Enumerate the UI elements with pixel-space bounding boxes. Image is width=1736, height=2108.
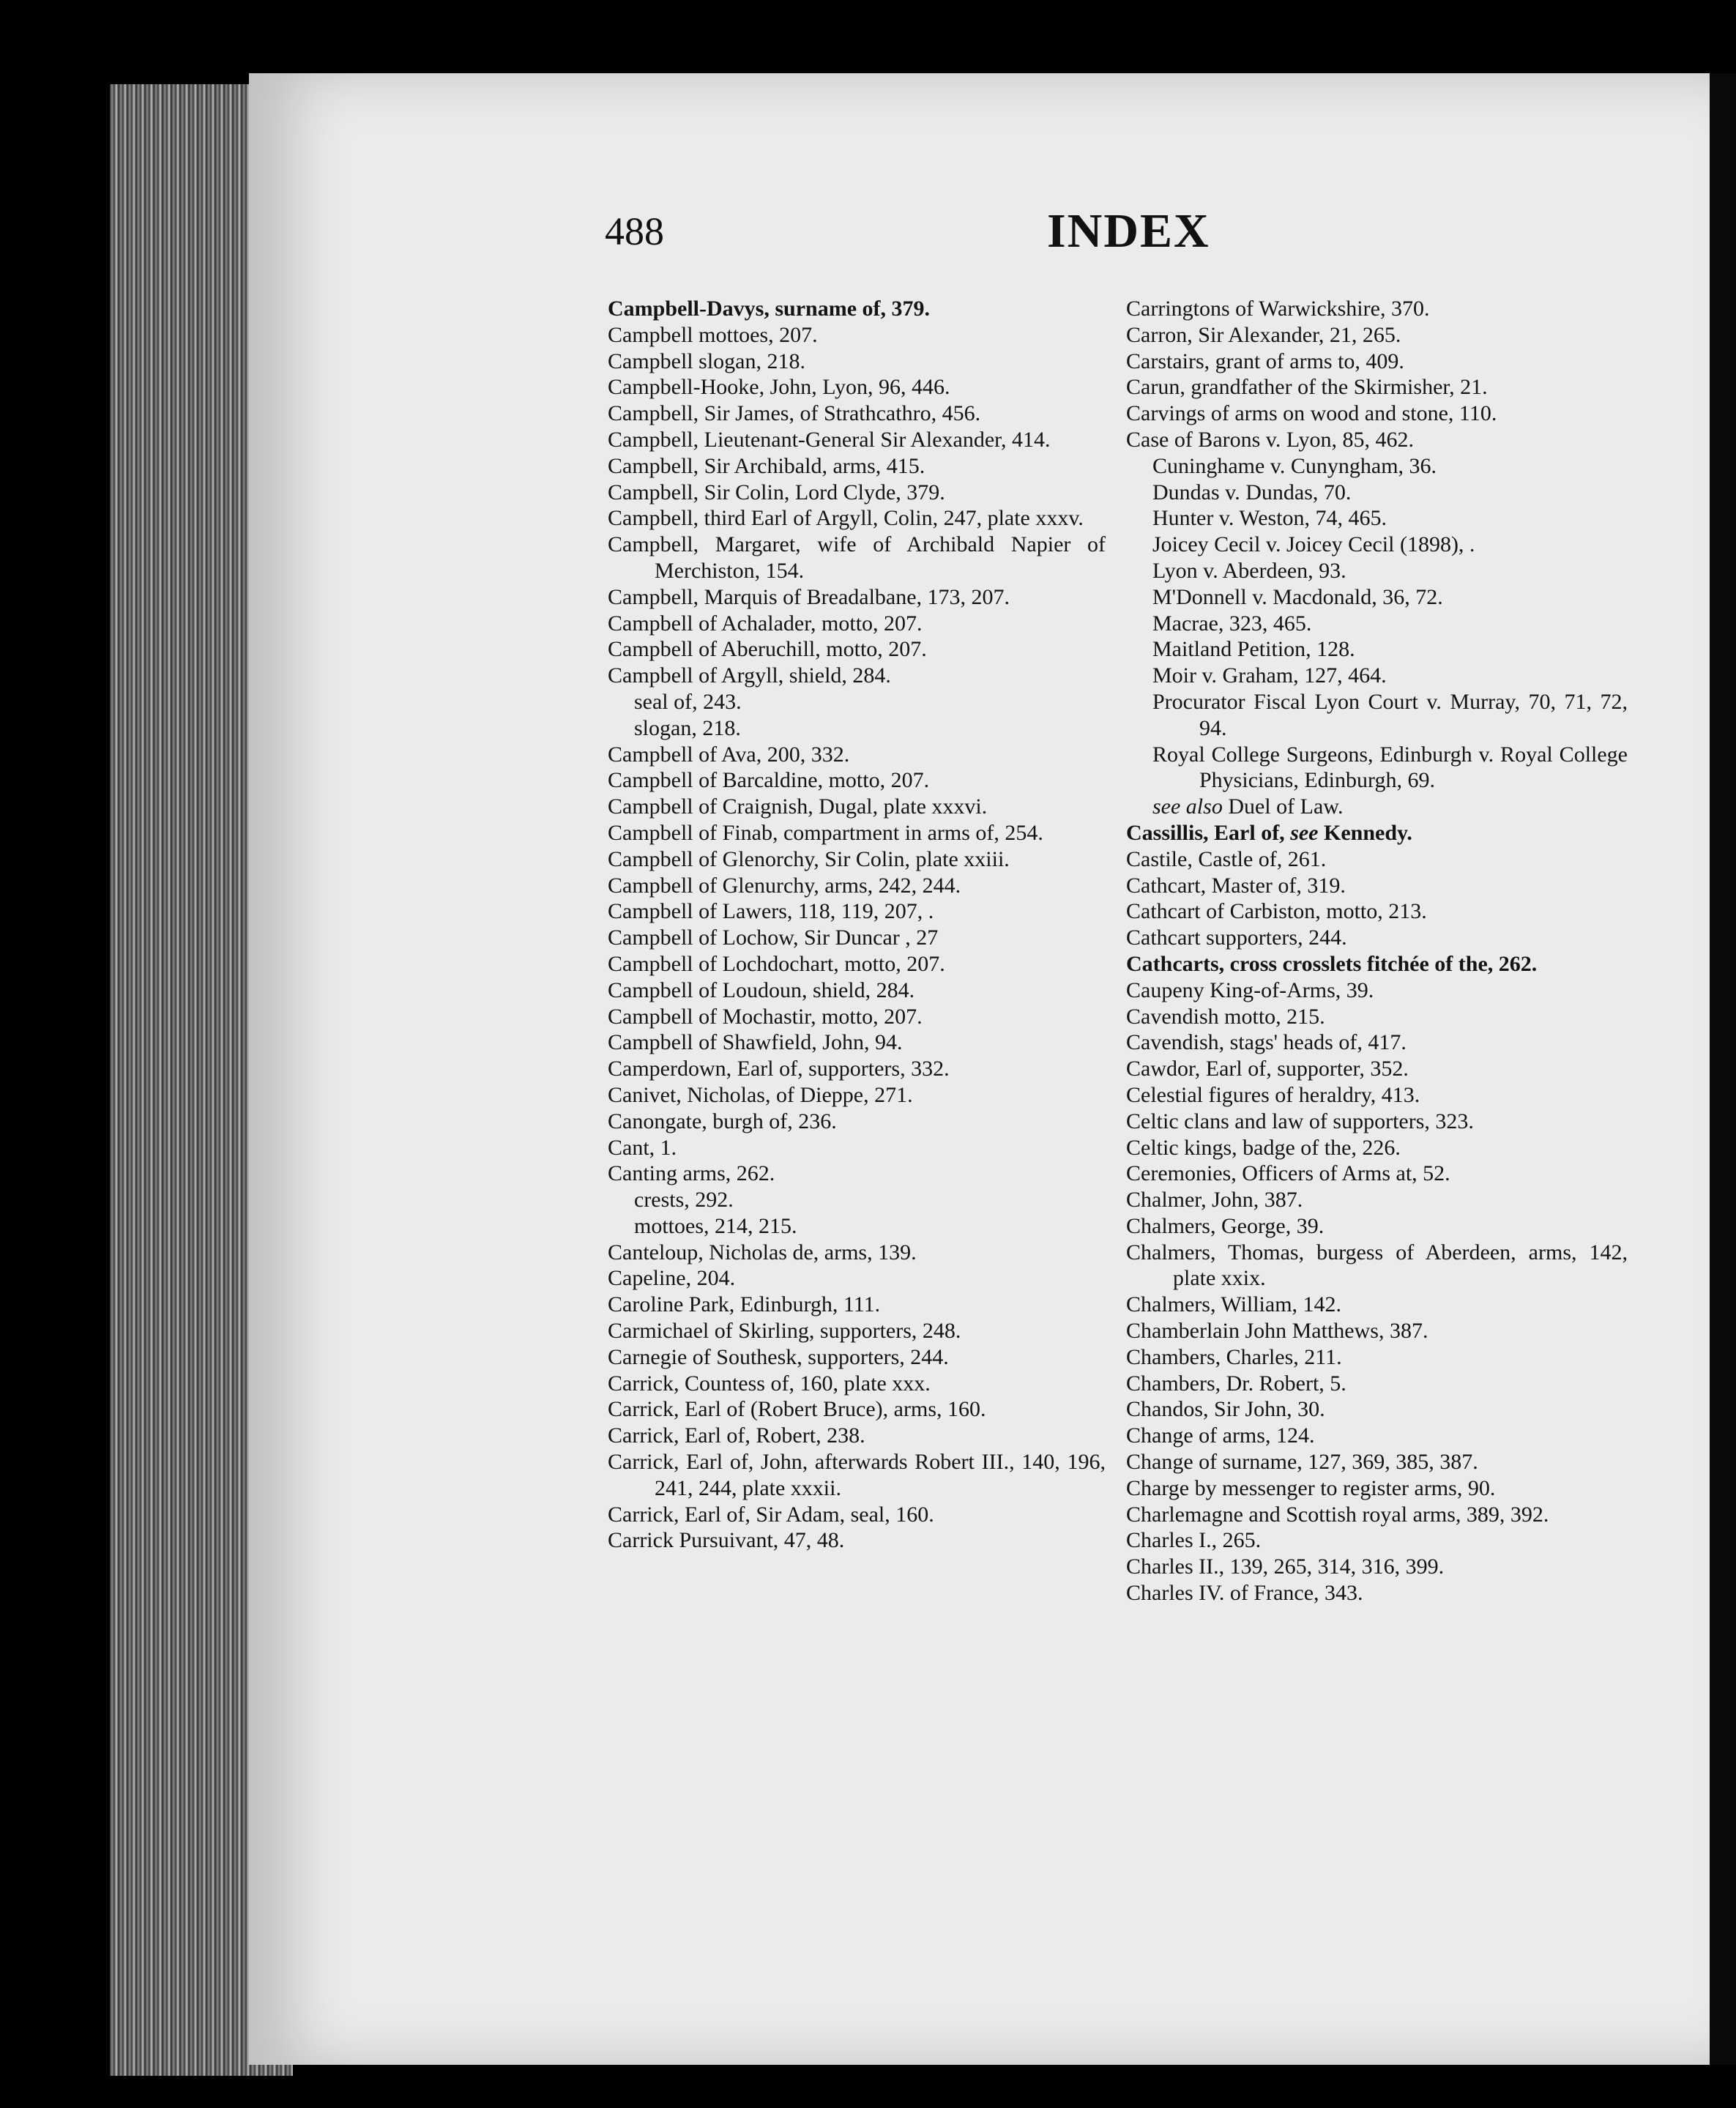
index-subentry: M'Donnell v. Macdonald, 36, 72. [1152,584,1443,609]
index-subentry: crests, 292. [634,1188,734,1213]
index-entry: Chalmers, George, 39. [1126,1213,1325,1238]
index-entry: Caroline Park, Edinburgh, 111. [608,1292,881,1317]
index-entry: Campbell-Hooke, John, Lyon, 96, 446. [608,375,950,400]
index-entry: Chandos, Sir John, 30. [1126,1397,1325,1422]
index-entry: Charge by messenger to register arms, 90. [1126,1475,1496,1500]
index-entry: Caupeny King-of-Arms, 39. [1126,977,1374,1002]
index-subentry: Maitland Petition, 128. [1152,637,1355,662]
index-entry: Cathcarts, cross crosslets fitchée of the, 262. [1126,951,1538,976]
index-subentry: Procurator Fiscal Lyon Court v. Murray, 70, 71, 72, 94. [1152,689,1628,740]
index-entry: Campbell of Glenurchy, arms, 242, 244. [608,873,961,898]
index-subentry: seal of, 243. [634,689,742,714]
index-subentry: Royal College Surgeons, Edinburgh v. Royal College Physicians, Edinburgh, 69. [1152,742,1628,793]
index-entry: Campbell of Glenorchy, Sir Colin, plate xxiii. [608,846,1010,871]
index-entry: Campbell of Barcaldine, motto, 207. [608,768,930,793]
index-entry: Chambers, Charles, 211. [1126,1344,1342,1369]
index-column-left [608,296,1106,1554]
index-entry: Charles IV. of France, 343. [1126,1581,1363,1606]
index-subentry: Cuninghame v. Cunyngham, 36. [1152,453,1437,478]
index-entry: Cathcart supporters, 244. [1126,925,1347,950]
index-entry: Carun, grandfather of the Skirmisher, 21. [1126,375,1488,400]
index-entry: Cassillis, Earl of, see Kennedy. [1126,820,1412,845]
index-entry: Campbell of Mochastir, motto, 207. [608,1004,923,1029]
index-entry: Change of arms, 124. [1126,1423,1315,1448]
page-number: 488 [605,209,664,253]
index-entry: Cathcart, Master of, 319. [1126,873,1346,898]
index-entry: Campbell of Lochdochart, motto, 207. [608,951,945,976]
index-entry: Chambers, Dr. Robert, 5. [1126,1371,1346,1396]
index-entry: Campbell of Aberuchill, motto, 207. [608,637,927,662]
index-entry: Charles I., 265. [1126,1528,1262,1553]
index-entry: Carrick, Earl of, John, afterwards Robert III., 140, 196, 241, 244, plate xxxii. [608,1450,1106,1500]
index-entry: Canivet, Nicholas, of Dieppe, 271. [608,1082,913,1107]
index-entry: Campbell, Sir James, of Strathcathro, 456. [608,401,981,426]
index-entry: Campbell of Lawers, 118, 119, 207, . [608,899,934,924]
index-subentry: mottoes, 214, 215. [634,1213,797,1238]
index-entry: Carringtons of Warwickshire, 370. [1126,297,1430,321]
index-entry: Campbell of Shawfield, John, 94. [608,1030,903,1055]
index-entry: Camperdown, Earl of, supporters, 332. [608,1057,950,1081]
index-entry: Campbell-Davys, surname of, 379. [608,297,930,321]
index-entry: Carvings of arms on wood and stone, 110. [1126,401,1497,426]
index-entry: Chalmers, William, 142. [1126,1292,1342,1317]
index-subentry: see also Duel of Law. [1152,794,1344,819]
index-entry: Chalmer, John, 387. [1126,1188,1303,1213]
index-entry: Carmichael of Skirling, supporters, 248. [608,1319,961,1344]
running-title: INDEX [1047,204,1210,258]
index-entry: Campbell, Marquis of Breadalbane, 173, 207. [608,584,1010,609]
index-entry: Campbell, Sir Colin, Lord Clyde, 379. [608,480,945,504]
index-entry: Capeline, 204. [608,1266,736,1291]
index-entry: Carrick, Earl of (Robert Bruce), arms, 160. [608,1397,986,1422]
index-entry: Campbell, Margaret, wife of Archibald Napier of Merchiston, 154. [608,532,1106,583]
index-entry: Case of Barons v. Lyon, 85, 462. [1126,427,1415,452]
index-subentry: Macrae, 323, 465. [1152,611,1312,636]
index-entry: Chalmers, Thomas, burgess of Aberdeen, arms, 142, plate xxix. [1126,1240,1628,1291]
index-entry: Canteloup, Nicholas de, arms, 139. [608,1240,917,1265]
index-entry: Cavendish motto, 215. [1126,1004,1325,1029]
index-subentry: slogan, 218. [634,715,741,740]
index-entry: Carron, Sir Alexander, 21, 265. [1126,322,1401,347]
index-subentry: Joicey Cecil v. Joicey Cecil (1898), . [1152,532,1475,557]
index-entry: Campbell of Loudoun, shield, 284. [608,977,915,1002]
index-entry: Cant, 1. [608,1135,677,1160]
index-entry: Campbell of Argyll, shield, 284. [608,663,891,688]
index-entry: Carrick, Countess of, 160, plate xxx. [608,1371,931,1396]
index-entry: Canongate, burgh of, 236. [608,1109,837,1133]
index-entry: Carstairs, grant of arms to, 409. [1126,349,1404,373]
index-entry: Ceremonies, Officers of Arms at, 52. [1126,1161,1450,1186]
index-entry: Carrick, Earl of, Sir Adam, seal, 160. [608,1502,934,1527]
index-entry: Campbell of Achalader, motto, 207. [608,611,923,636]
index-entry: Carrick Pursuivant, 47, 48. [608,1528,845,1553]
index-entry: Charles II., 139, 265, 314, 316, 399. [1126,1554,1445,1579]
index-entry: Campbell of Craignish, Dugal, plate xxxvi. [608,794,988,819]
index-entry: Castile, Castle of, 261. [1126,846,1327,871]
index-entry: Carnegie of Southesk, supporters, 244. [608,1344,949,1369]
right-page-edge [1710,73,1736,2065]
index-entry: Campbell of Lochow, Sir Duncar , 27 [608,925,939,950]
index-column-right [1126,296,1628,1606]
index-entry: Change of surname, 127, 369, 385, 387. [1126,1450,1478,1475]
index-entry: Campbell of Finab, compartment in arms of, 254. [608,820,1043,845]
index-entry: Campbell, third Earl of Argyll, Colin, 247, plate xxxv. [608,506,1084,531]
index-subentry: Moir v. Graham, 127, 464. [1152,663,1387,688]
index-entry: Celtic kings, badge of the, 226. [1126,1135,1401,1160]
index-entry: Cawdor, Earl of, supporter, 352. [1126,1057,1409,1081]
index-entry: Campbell mottoes, 207. [608,322,818,347]
index-entry: Celestial figures of heraldry, 413. [1126,1082,1420,1107]
index-subentry: Lyon v. Aberdeen, 93. [1152,558,1346,583]
index-entry: Cavendish, stags' heads of, 417. [1126,1030,1407,1055]
index-entry: Charlemagne and Scottish royal arms, 389, 392. [1126,1502,1549,1527]
index-entry: Campbell, Sir Archibald, arms, 415. [608,453,925,478]
index-subentry: Hunter v. Weston, 74, 465. [1152,506,1387,531]
index-entry: Canting arms, 262. [608,1161,775,1186]
index-entry: Cathcart of Carbiston, motto, 213. [1126,899,1427,924]
index-entry: Carrick, Earl of, Robert, 238. [608,1423,865,1448]
index-entry: Chamberlain John Matthews, 387. [1126,1319,1428,1344]
index-entry: Campbell of Ava, 200, 332. [608,742,850,767]
index-subentry: Dundas v. Dundas, 70. [1152,480,1352,504]
index-entry: Celtic clans and law of supporters, 323. [1126,1109,1474,1133]
index-entry: Campbell slogan, 218. [608,349,805,373]
index-entry: Campbell, Lieutenant-General Sir Alexander, 414. [608,427,1051,452]
